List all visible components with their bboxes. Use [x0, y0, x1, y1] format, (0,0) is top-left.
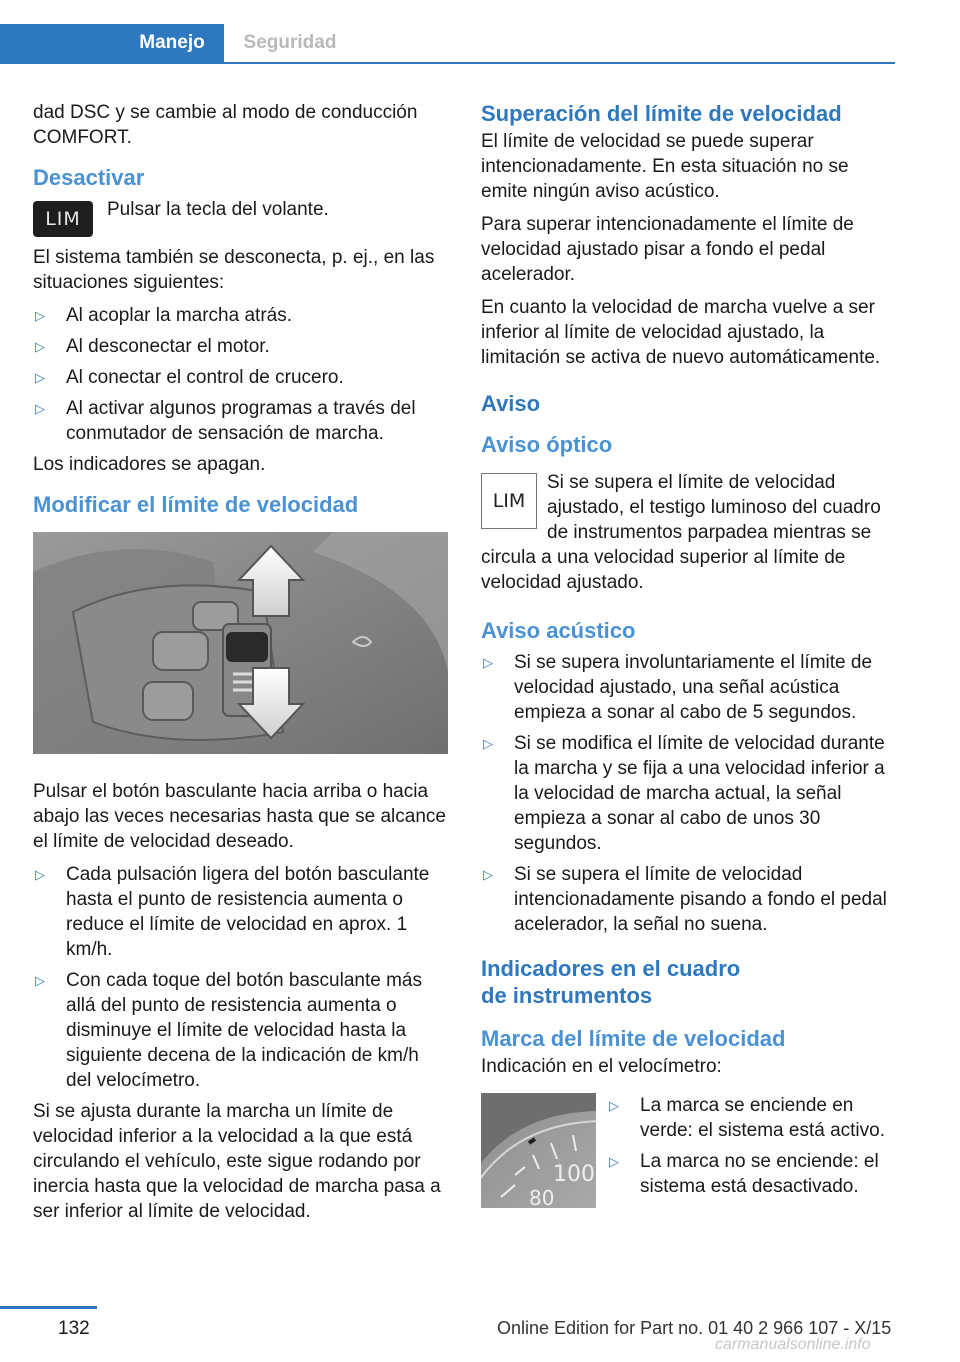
- speedometer-section: [481, 1093, 896, 1211]
- tab-seguridad[interactable]: Seguridad: [243, 32, 337, 53]
- steering-wheel-rocker-illustration: [33, 532, 448, 754]
- lim-warning-light-icon: LIM: [481, 473, 537, 529]
- triangle-bullet-icon: ▷: [35, 370, 45, 385]
- list-item: ▷ Cada pulsación ligera del botón basculante hasta el punto de resistencia aumenta o reduce el límite de velocidad en aprox. 1 km/h.: [35, 864, 430, 960]
- triangle-bullet-icon: ▷: [609, 1098, 619, 1113]
- list-item: ▷ Al acoplar la marcha atrás.: [35, 305, 292, 326]
- intro-paragraph: dad DSC y se cambie al modo de conducción COMFORT.: [33, 102, 418, 148]
- list-item: ▷ Al activar algunos programas a través del conmutador de sensación de marcha.: [35, 398, 416, 444]
- triangle-bullet-icon: ▷: [483, 867, 493, 882]
- triangle-bullet-icon: ▷: [35, 401, 45, 416]
- heading-modificar: Modificar el límite de velocidad: [33, 492, 359, 517]
- watermark-text: carmanualsonline.info: [715, 1336, 871, 1353]
- heading-aviso-acustico: Aviso acústico: [481, 618, 636, 643]
- list-item: ▷ Con cada toque del botón basculante más allá del punto de resistencia aumenta o disminuye el límite de velocidad hasta la siguiente decena de la indicación de km/h del velocímetro.: [35, 970, 422, 1091]
- list-item: ▷ La marca se enciende en verde: el sistema está activo.: [609, 1095, 885, 1141]
- list-item: ▷ Si se supera involuntariamente el límite de velocidad ajustado, una señal acústica empieza a sonar al cabo de 5 segundos.: [483, 652, 873, 723]
- triangle-bullet-icon: ▷: [609, 1154, 619, 1169]
- lim-button-icon: LIM: [33, 201, 93, 237]
- triangle-bullet-icon: ▷: [483, 736, 493, 751]
- page-number: 132: [58, 1318, 90, 1339]
- triangle-bullet-icon: ▷: [35, 339, 45, 354]
- pulsar-text: Pulsar la tecla del volante.: [107, 199, 329, 220]
- indicacion-paragraph: Indicación en el velocímetro:: [481, 1056, 722, 1077]
- final-paragraph: Si se ajusta durante la marcha un límite de velocidad inferior a la velocidad a la que está circulando el vehículo, este sigue rodando por inercia hasta que la velocidad de marcha pasa a ser inferior al límite de velocidad.: [33, 1101, 441, 1222]
- heading-aviso: Aviso: [481, 391, 541, 416]
- tab-manejo[interactable]: Manejo: [120, 24, 224, 62]
- triangle-bullet-icon: ▷: [483, 655, 493, 670]
- superacion-paragraph-2: Para superar intencionadamente el límite de velocidad ajustado pisar a fondo el pedal acelerador.: [481, 214, 854, 285]
- optico-paragraph: LIM Si se supera el límite de velocidad ajustado, el testigo luminoso del cuadro de instrumentos parpadea mientras se circula a una velocidad superior al límite de velocidad ajustado.: [481, 472, 881, 593]
- triangle-bullet-icon: ▷: [35, 867, 45, 882]
- list-item: ▷ Al desconectar el motor.: [35, 336, 270, 357]
- footer-accent-line: [0, 1306, 97, 1309]
- gauge-label-80: 80: [529, 1186, 555, 1208]
- left-column: [33, 100, 449, 1232]
- triangle-bullet-icon: ▷: [35, 973, 45, 988]
- lim-button-row: [33, 197, 449, 237]
- pulsacion-list: [33, 862, 449, 1093]
- heading-aviso-optico: Aviso óptico: [481, 432, 613, 457]
- heading-indicadores: Indicadores en el cuadro de instrumentos: [481, 956, 741, 1008]
- right-column: [481, 100, 896, 1211]
- header-tabbar: [0, 24, 895, 64]
- superacion-paragraph-1: El límite de velocidad se puede superar intencionadamente. En esta situación no se emite ningún aviso acústico.: [481, 131, 849, 202]
- speedometer-mark-illustration: [481, 1093, 596, 1208]
- sistema-paragraph: El sistema también se desconecta, p. ej., en las situaciones siguientes:: [33, 247, 435, 293]
- boton-paragraph: Pulsar el botón basculante hacia arriba o hacia abajo las veces necesarias hasta que se alcance el límite de velocidad deseado.: [33, 781, 446, 852]
- superacion-paragraph-3: En cuanto la velocidad de marcha vuelve a ser inferior al límite de velocidad ajustado, la limitación se activa de nuevo automáticamente.: [481, 297, 881, 368]
- indicadores-paragraph: Los indicadores se apagan.: [33, 454, 266, 475]
- acustico-list: [481, 650, 896, 937]
- heading-desactivar: Desactivar: [33, 165, 145, 190]
- heading-superacion: Superación del límite de velocidad: [481, 101, 842, 126]
- list-item: ▷ Si se modifica el límite de velocidad durante la marcha y se fija a una velocidad inferior a la velocidad de marcha actual, la señal empieza a sonar al cabo de unos 30 segundos.: [483, 733, 885, 854]
- header-accent-block: [0, 24, 120, 62]
- edition-text: Online Edition for Part no. 01 40 2 966 107 - X/15: [497, 1318, 892, 1338]
- gauge-label-100: 100: [553, 1162, 595, 1187]
- list-item: ▷ Al conectar el control de crucero.: [35, 367, 344, 388]
- desconexion-list: [33, 303, 449, 446]
- list-item: ▷ Si se supera el límite de velocidad intencionadamente pisando a fondo el pedal acelerador, la señal no suena.: [483, 864, 887, 935]
- marca-list: [607, 1093, 896, 1199]
- triangle-bullet-icon: ▷: [35, 308, 45, 323]
- list-item: ▷ La marca no se enciende: el sistema está desactivado.: [609, 1151, 879, 1197]
- heading-marca: Marca del límite de velocidad: [481, 1026, 786, 1051]
